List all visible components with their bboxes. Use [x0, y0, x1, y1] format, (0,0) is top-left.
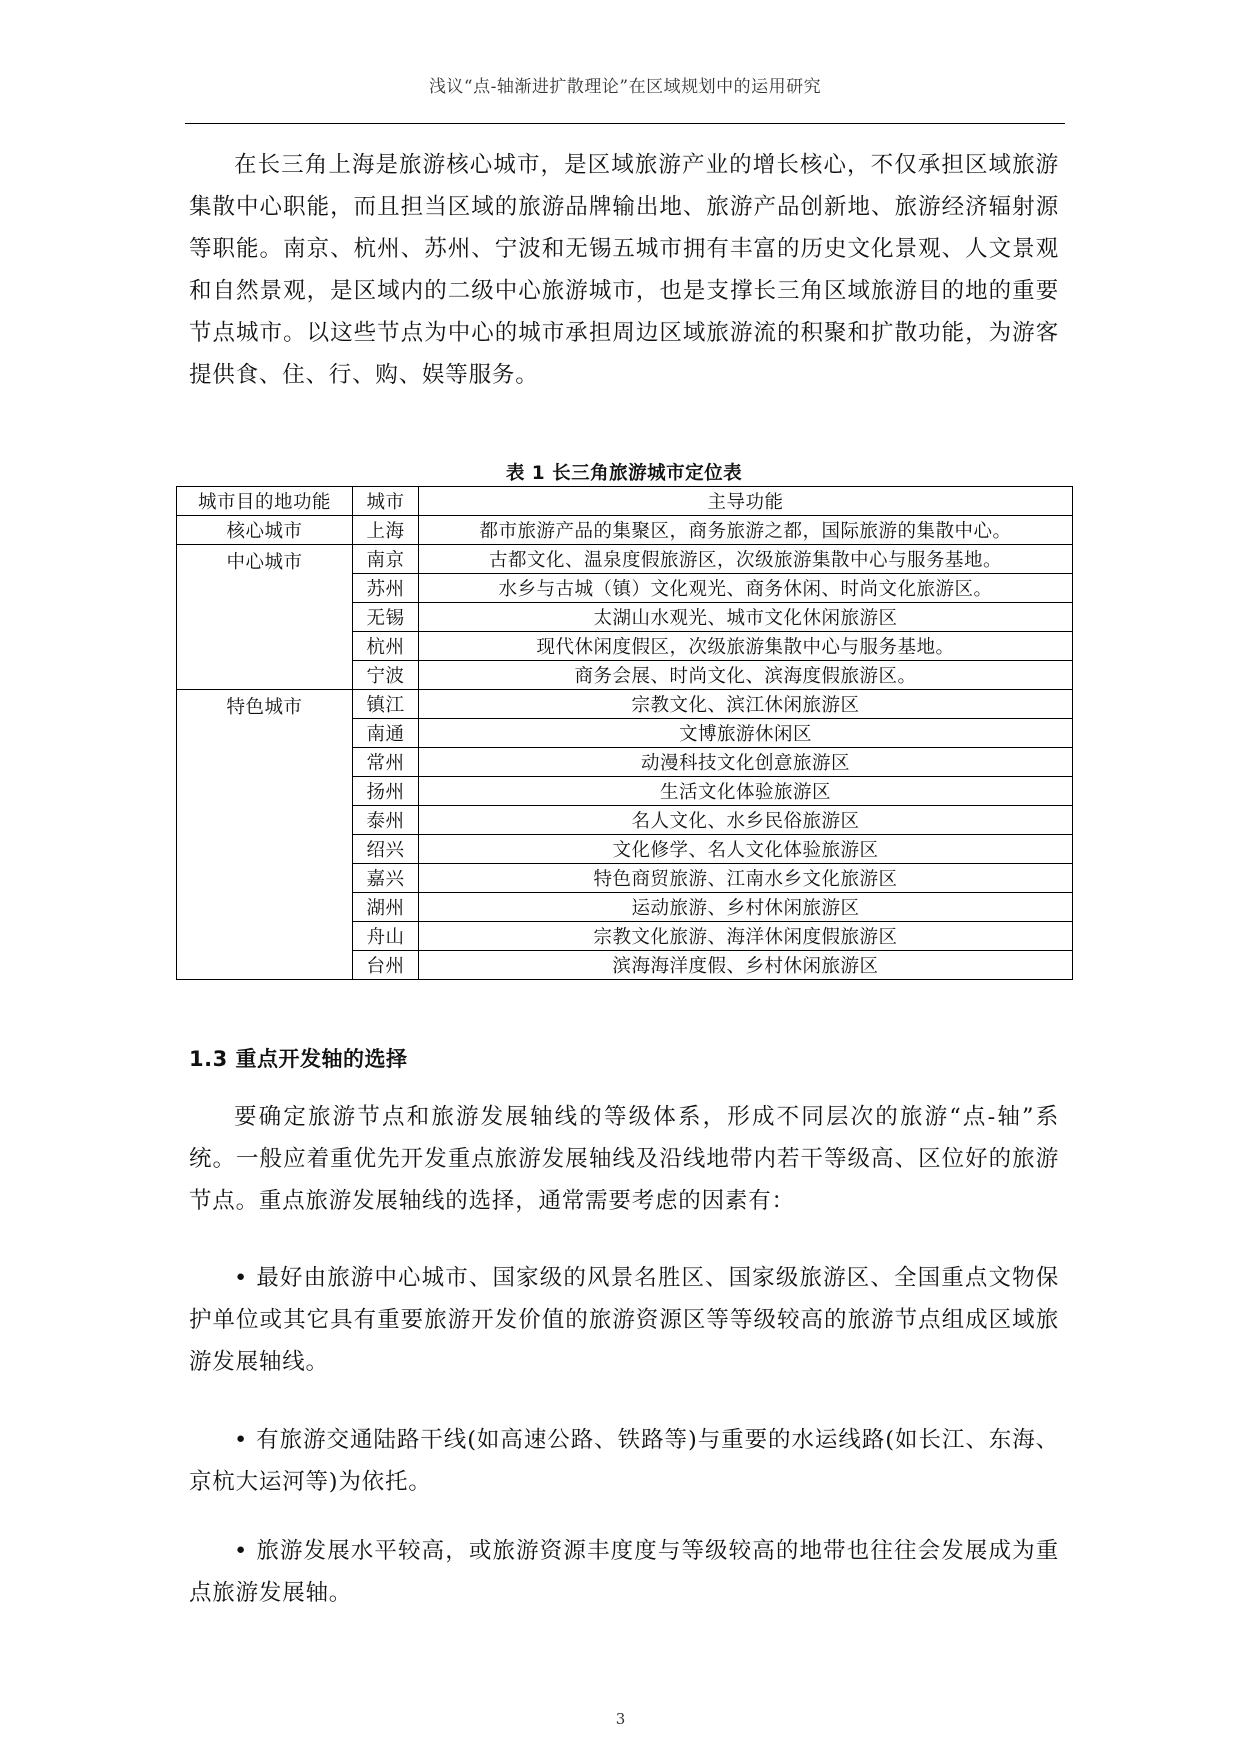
city-cell: 镇江 — [353, 690, 419, 719]
intro-paragraph: 在长三角上海是旅游核心城市，是区域旅游产业的增长核心，不仅承担区域旅游集散中心职能，而且担当区域的旅游品牌输出地、旅游产品创新地、旅游经济辐射源等职能。南京、杭州、苏州、宁波和无锡五城市拥有丰富的历史文化景观、人文景观和自然景观，是区域内的二级中心旅游城市，也是支撑长三角区域旅游目的地的重要节点城市。以这些节点为中心的城市承担周边区域旅游流的积聚和扩散功能，为游客提供食、住、行、购、娱等服务。 — [189, 152, 1059, 388]
bullet-paragraph: • 有旅游交通陆路干线(如高速公路、铁路等)与重要的水运线路(如长江、东海、京杭大运河等)为依托。 — [189, 1427, 1059, 1495]
city-cell: 舟山 — [353, 922, 419, 951]
city-cell: 南通 — [353, 719, 419, 748]
role-cell: 文化修学、名人文化体验旅游区 — [419, 835, 1073, 864]
section-body-paragraph: 要确定旅游节点和旅游发展轴线的等级体系，形成不同层次的旅游“点-轴”系统。一般应着重优先开发重点旅游发展轴线及沿线地带内若干等级高、区位好的旅游节点。重点旅游发展轴线的选择，通常需要考虑的因素有： — [189, 1104, 1059, 1214]
city-cell: 宁波 — [353, 661, 419, 690]
city-cell: 台州 — [353, 951, 419, 980]
city-cell: 绍兴 — [353, 835, 419, 864]
bullet-paragraph: • 最好由旅游中心城市、国家级的风景名胜区、国家级旅游区、全国重点文物保护单位或其它具有重要旅游开发价值的旅游资源区等等级较高的旅游节点组成区域旅游发展轴线。 — [189, 1265, 1059, 1375]
table-caption: 表 1 长三角旅游城市定位表 — [505, 463, 743, 484]
role-cell: 特色商贸旅游、江南水乡文化旅游区 — [419, 864, 1073, 893]
role-cell: 现代休闲度假区，次级旅游集散中心与服务基地。 — [419, 632, 1073, 661]
bullet-paragraph: • 旅游发展水平较高，或旅游资源丰度度与等级较高的地带也往往会发展成为重点旅游发展轴。 — [189, 1538, 1059, 1606]
header-city: 城市 — [353, 487, 419, 516]
role-cell: 滨海海洋度假、乡村休闲旅游区 — [419, 951, 1073, 980]
role-cell: 都市旅游产品的集聚区，商务旅游之都，国际旅游的集散中心。 — [419, 516, 1073, 545]
table-header-row — [177, 487, 1073, 516]
running-header: 浅议“点-轴渐进扩散理论”在区域规划中的运用研究 — [428, 77, 822, 97]
group-central: 中心城市 — [177, 545, 353, 690]
city-cell: 杭州 — [353, 632, 419, 661]
role-cell: 商务会展、时尚文化、滨海度假旅游区。 — [419, 661, 1073, 690]
role-cell: 名人文化、水乡民俗旅游区 — [419, 806, 1073, 835]
page-number: 3 — [615, 1710, 626, 1728]
role-cell: 文博旅游休闲区 — [419, 719, 1073, 748]
city-positioning-table — [176, 486, 1073, 980]
section-heading: 1.3 重点开发轴的选择 — [189, 1047, 408, 1071]
role-cell: 太湖山水观光、城市文化休闲旅游区 — [419, 603, 1073, 632]
table-row — [177, 516, 1073, 545]
city-cell: 扬州 — [353, 777, 419, 806]
city-cell: 嘉兴 — [353, 864, 419, 893]
role-cell: 运动旅游、乡村休闲旅游区 — [419, 893, 1073, 922]
city-cell: 上海 — [353, 516, 419, 545]
city-cell: 无锡 — [353, 603, 419, 632]
role-cell: 宗教文化、滨江休闲旅游区 — [419, 690, 1073, 719]
header-function: 城市目的地功能 — [177, 487, 353, 516]
table-row — [177, 545, 1073, 574]
city-cell: 苏州 — [353, 574, 419, 603]
table-row — [177, 690, 1073, 719]
role-cell: 动漫科技文化创意旅游区 — [419, 748, 1073, 777]
header-rule — [185, 123, 1065, 124]
role-cell: 宗教文化旅游、海洋休闲度假旅游区 — [419, 922, 1073, 951]
role-cell: 水乡与古城（镇）文化观光、商务休闲、时尚文化旅游区。 — [419, 574, 1073, 603]
city-cell: 常州 — [353, 748, 419, 777]
group-featured: 特色城市 — [177, 690, 353, 980]
group-core: 核心城市 — [177, 516, 353, 545]
header-role: 主导功能 — [419, 487, 1073, 516]
role-cell: 生活文化体验旅游区 — [419, 777, 1073, 806]
city-cell: 南京 — [353, 545, 419, 574]
city-cell: 泰州 — [353, 806, 419, 835]
role-cell: 古都文化、温泉度假旅游区，次级旅游集散中心与服务基地。 — [419, 545, 1073, 574]
city-cell: 湖州 — [353, 893, 419, 922]
